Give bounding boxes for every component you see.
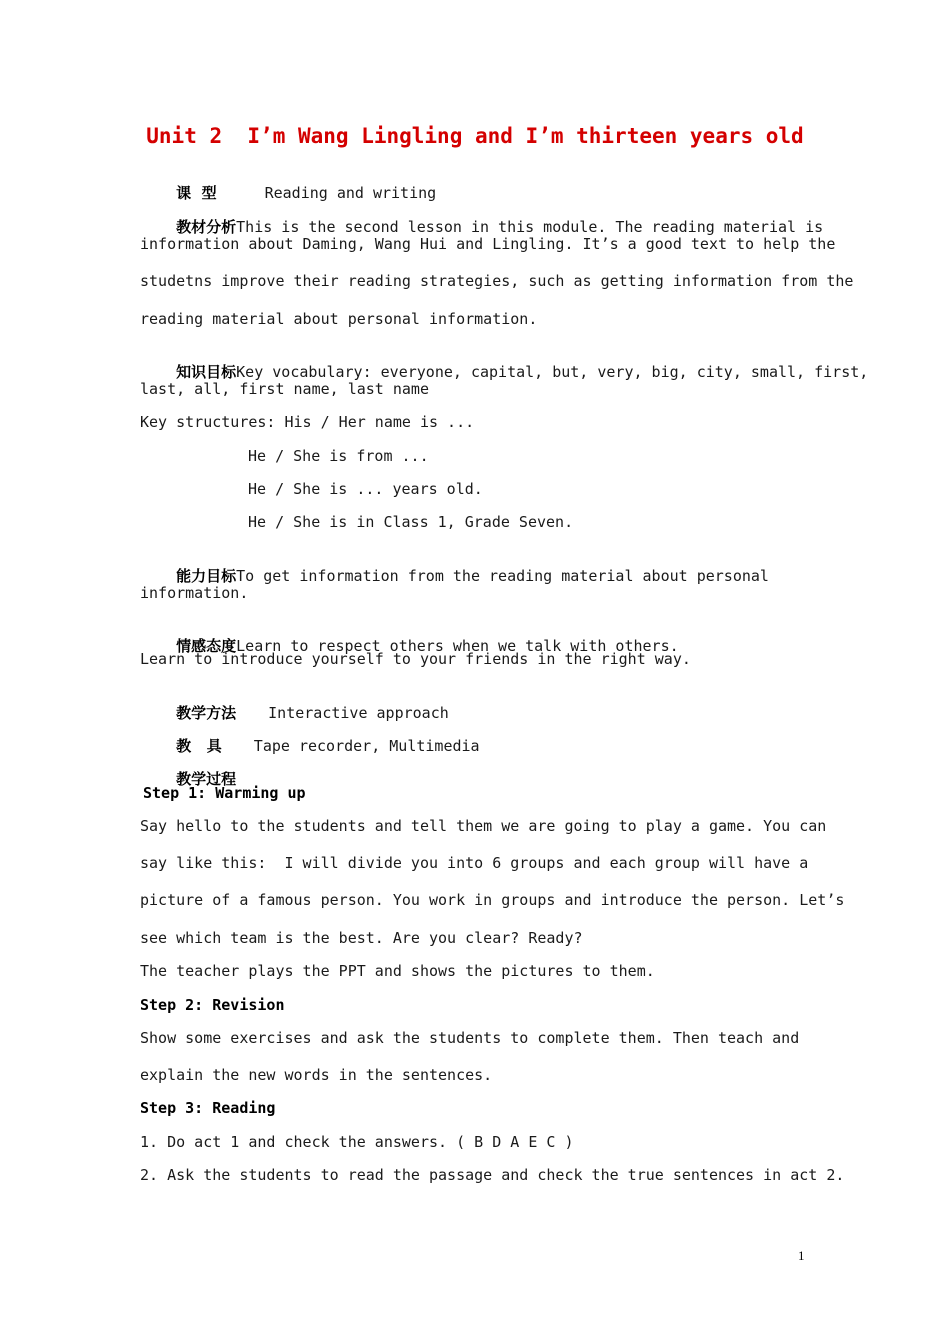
step3-heading: Step 3: Reading [140,1099,276,1117]
step1-line: Say hello to the students and tell them we are going to play a game. You can [140,817,827,835]
structure-item: He / She is in Class 1, Grade Seven. [248,513,574,531]
ability-line: information. [140,584,249,602]
step2-line: Show some exercises and ask the students to complete them. Then teach and [140,1029,800,1047]
step1-line: picture of a famous person. You work in groups and introduce the person. Let’s [140,891,845,909]
knowledge-text: Key vocabulary: everyone, capital, but, very, big, city, small, first, [236,363,869,381]
key-structures-line: Key structures: His / Her name is ... [140,413,475,431]
emotion-label: 情感态度 [176,637,237,655]
structure-item: He / She is ... years old. [248,480,483,498]
method-value: Interactive approach [268,704,449,722]
step2-line: explain the new words in the sentences. [140,1066,493,1084]
step1-line: see which team is the best. Are you clear? Ready? [140,929,583,947]
step3-line: 2. Ask the students to read the passage and check the true sentences in act 2. [140,1166,845,1184]
material-analysis-line: information about Daming, Wang Hui and Lingling. It’s a good text to help the [140,235,836,253]
knowledge-line: last, all, first name, last name [140,380,429,398]
step1-line: The teacher plays the PPT and shows the pictures to them. [140,962,655,980]
emotion-line: Learn to introduce yourself to your friends in the right way. [140,650,691,668]
course-type-value: Reading and writing [264,184,437,202]
method-label: 教学方法 [176,704,237,722]
process-label: 教学过程 [176,770,237,788]
step1-line: say like this: I will divide you into 6 groups and each group will have a [140,854,809,872]
tools-label: 教 具 [176,737,222,755]
material-analysis-line: reading material about personal information. [140,310,538,328]
step1-heading: Step 1: Warming up [143,784,306,802]
material-analysis-text: This is the second lesson in this module. The reading material is [236,218,824,236]
step2-heading: Step 2: Revision [140,996,285,1014]
page-title: Unit 2 I’m Wang Lingling and I’m thirteen years old [146,124,804,148]
course-type-label: 课 型 [176,184,217,202]
emotion-text: Learn to respect others when we talk with others. [236,637,679,655]
structure-item: He / She is from ... [248,447,429,465]
knowledge-label: 知识目标 [176,363,237,381]
tools-value: Tape recorder, Multimedia [253,737,480,755]
step3-line: 1. Do act 1 and check the answers. ( B D A E C ) [140,1133,574,1151]
ability-text: To get information from the reading material about personal [236,567,769,585]
page-number: 1 [798,1248,805,1263]
ability-label: 能力目标 [176,567,237,585]
material-analysis-line: studetns improve their reading strategies, such as getting information from the [140,272,854,290]
material-analysis-label: 教材分析 [176,218,237,236]
